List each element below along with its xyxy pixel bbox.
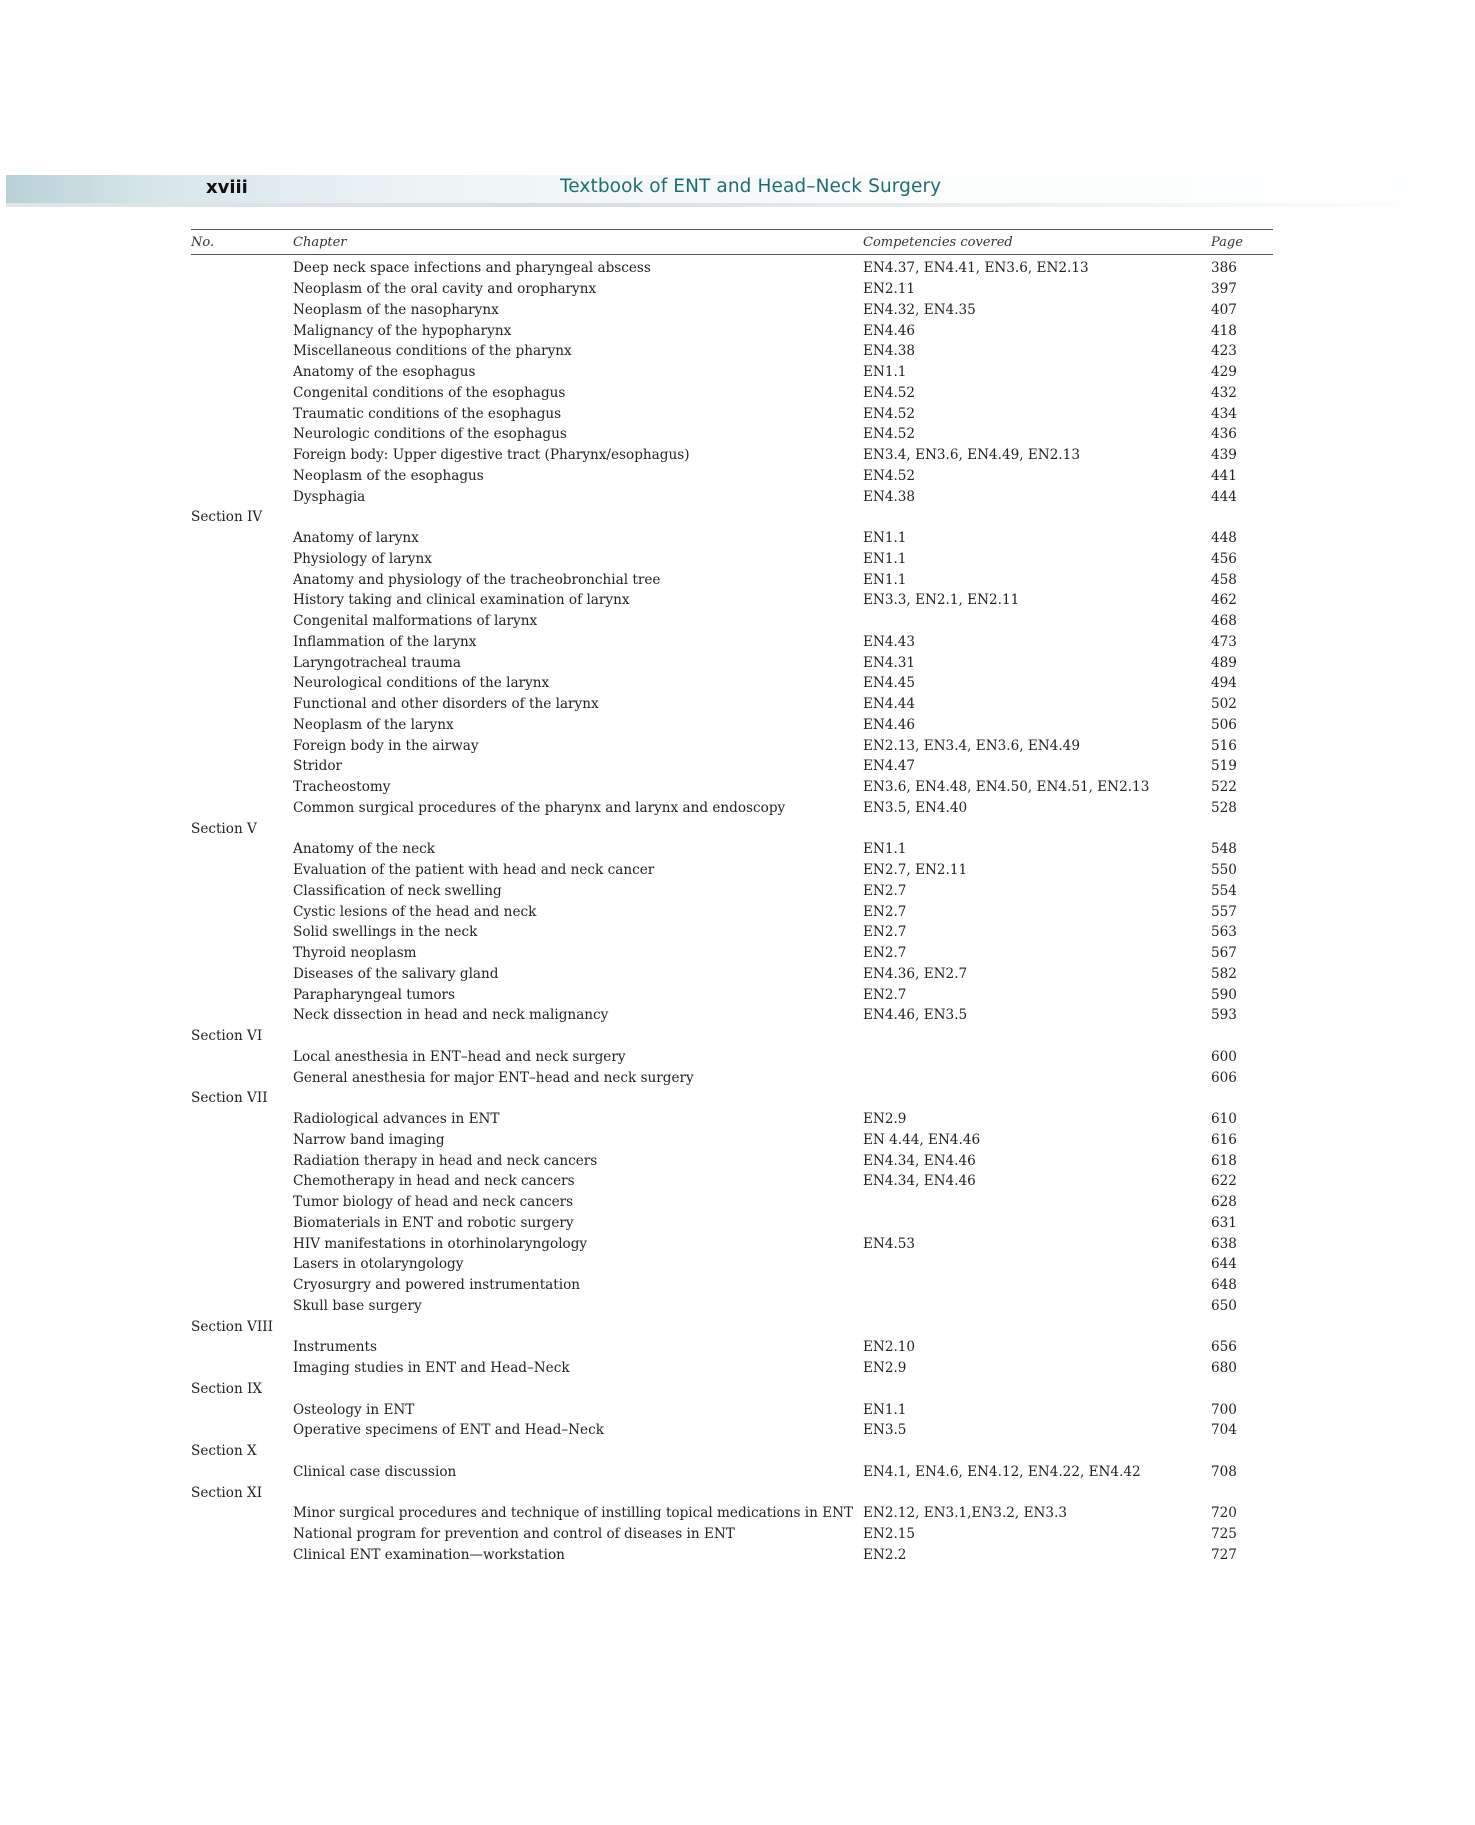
table-row — [191, 445, 1273, 466]
competencies-cell: EN4.44 — [863, 696, 916, 713]
page-number-cell: 631 — [1211, 1214, 1237, 1231]
competencies-cell: EN2.7 — [863, 945, 907, 962]
table-row — [191, 403, 1273, 424]
chapter-title: Biomaterials in ENT and robotic surgery — [293, 1214, 574, 1231]
chapter-title: Osteology in ENT — [293, 1401, 415, 1418]
table-row — [191, 964, 1273, 985]
table-row — [191, 341, 1273, 362]
table-row — [191, 1462, 1273, 1483]
page-number-cell: 557 — [1211, 903, 1237, 920]
page-number-cell: 434 — [1211, 405, 1237, 422]
chapter-title: Foreign body: Upper digestive tract (Pharynx/esophagus) — [293, 447, 690, 464]
chapter-title: Anatomy of the neck — [293, 841, 435, 858]
chapter-title: Radiological advances in ENT — [293, 1111, 500, 1128]
competencies-cell: EN4.46 — [863, 322, 916, 339]
table-row — [191, 1275, 1273, 1296]
table-row — [191, 1171, 1273, 1192]
chapter-title: Traumatic conditions of the esophagus — [293, 405, 562, 422]
page-number-cell: 554 — [1211, 882, 1237, 899]
chapter-title: Local anesthesia in ENT–head and neck surgery — [293, 1048, 626, 1065]
competencies-cell: EN2.7 — [863, 903, 907, 920]
chapter-title: Neoplasm of the larynx — [293, 716, 454, 733]
competencies-cell: EN1.1 — [863, 530, 907, 547]
competencies-cell: EN4.37, EN4.41, EN3.6, EN2.13 — [863, 260, 1089, 277]
competencies-cell: EN4.32, EN4.35 — [863, 301, 976, 318]
chapter-title: Clinical case discussion — [293, 1463, 457, 1480]
section-label: Section V — [191, 820, 257, 837]
chapter-title: Solid swellings in the neck — [293, 924, 478, 941]
chapter-title: Anatomy of the esophagus — [293, 364, 476, 381]
chapter-title: Operative specimens of ENT and Head–Neck — [293, 1422, 604, 1439]
competencies-cell: EN4.52 — [863, 426, 916, 443]
competencies-cell: EN4.36, EN2.7 — [863, 965, 968, 982]
competencies-cell: EN4.1, EN4.6, EN4.12, EN4.22, EN4.42 — [863, 1463, 1141, 1480]
competencies-cell: EN 4.44, EN4.46 — [863, 1131, 981, 1148]
table-row — [191, 300, 1273, 321]
competencies-cell: EN2.15 — [863, 1526, 916, 1543]
page-number-cell: 423 — [1211, 343, 1237, 360]
competencies-cell: EN1.1 — [863, 550, 907, 567]
table-row — [191, 1399, 1273, 1420]
table-row — [191, 777, 1273, 798]
table-body — [191, 255, 1273, 1565]
table-row — [191, 1047, 1273, 1068]
competencies-cell: EN2.10 — [863, 1339, 916, 1356]
competencies-cell: EN2.9 — [863, 1111, 907, 1128]
table-row — [191, 611, 1273, 632]
page-number-cell: 618 — [1211, 1152, 1237, 1169]
section-label: Section VI — [191, 1028, 263, 1045]
column-header-page: Page — [1211, 234, 1243, 250]
chapter-title: Anatomy and physiology of the tracheobronchial tree — [293, 571, 661, 588]
competencies-cell: EN3.4, EN3.6, EN4.49, EN2.13 — [863, 447, 1080, 464]
chapter-title: Common surgical procedures of the pharynx and larynx and endoscopy — [293, 799, 786, 816]
chapter-title: Neoplasm of the oral cavity and oropharynx — [293, 281, 597, 298]
chapter-title: Miscellaneous conditions of the pharynx — [293, 343, 572, 360]
page-number-cell: 516 — [1211, 737, 1237, 754]
table-row — [191, 1192, 1273, 1213]
chapter-title: Congenital malformations of larynx — [293, 613, 538, 630]
table-row — [191, 1005, 1273, 1026]
table-row — [191, 1337, 1273, 1358]
page-number-cell: 648 — [1211, 1277, 1237, 1294]
table-row — [191, 652, 1273, 673]
chapter-title: Minor surgical procedures and technique of instilling topical medications in ENT — [293, 1505, 854, 1522]
table-row — [191, 1067, 1273, 1088]
section-label: Section XI — [191, 1484, 263, 1501]
table-row — [191, 1503, 1273, 1524]
chapter-title: Neoplasm of the esophagus — [293, 467, 484, 484]
table-row — [191, 1296, 1273, 1317]
page-number-cell: 436 — [1211, 426, 1237, 443]
competencies-cell: EN1.1 — [863, 841, 907, 858]
table-row — [191, 1233, 1273, 1254]
chapter-title: Stridor — [293, 758, 343, 775]
header-rule — [6, 203, 1456, 207]
table-header — [191, 229, 1273, 255]
page-number-cell: 680 — [1211, 1360, 1237, 1377]
page-number-cell: 473 — [1211, 633, 1237, 650]
competencies-cell: EN4.52 — [863, 384, 916, 401]
competencies-cell: EN1.1 — [863, 364, 907, 381]
chapter-title: Evaluation of the patient with head and neck cancer — [293, 862, 655, 879]
table-row — [191, 549, 1273, 570]
page-number-cell: 638 — [1211, 1235, 1237, 1252]
page-number-cell: 548 — [1211, 841, 1237, 858]
page-number-cell: 622 — [1211, 1173, 1237, 1190]
page-number-cell: 650 — [1211, 1297, 1237, 1314]
page-number-cell: 727 — [1211, 1546, 1237, 1563]
page-number-cell: 519 — [1211, 758, 1237, 775]
chapter-title: Thyroid neoplasm — [293, 945, 417, 962]
table-row — [191, 486, 1273, 507]
table-row — [191, 839, 1273, 860]
competencies-cell: EN4.53 — [863, 1235, 916, 1252]
chapter-title: Functional and other disorders of the larynx — [293, 696, 599, 713]
table-row — [191, 1150, 1273, 1171]
competencies-cell: EN2.2 — [863, 1546, 907, 1563]
table-row — [191, 362, 1273, 383]
competencies-cell: EN4.47 — [863, 758, 916, 775]
competencies-cell: EN4.52 — [863, 405, 916, 422]
competencies-cell: EN1.1 — [863, 571, 907, 588]
table-row — [191, 1254, 1273, 1275]
section-label: Section IX — [191, 1380, 263, 1397]
page-number-cell: 456 — [1211, 550, 1237, 567]
competencies-cell: EN2.7 — [863, 882, 907, 899]
page-number-cell: 448 — [1211, 530, 1237, 547]
competencies-cell: EN4.46 — [863, 716, 916, 733]
table-row — [191, 694, 1273, 715]
table-row — [191, 881, 1273, 902]
chapter-title: General anesthesia for major ENT–head and neck surgery — [293, 1069, 694, 1086]
chapter-title: Physiology of larynx — [293, 550, 432, 567]
chapter-title: Congenital conditions of the esophagus — [293, 384, 566, 401]
page-number-cell: 407 — [1211, 301, 1237, 318]
competencies-cell: EN3.6, EN4.48, EN4.50, EN4.51, EN2.13 — [863, 779, 1150, 796]
page-number-cell: 610 — [1211, 1111, 1237, 1128]
table-row — [191, 715, 1273, 736]
table-row — [191, 756, 1273, 777]
table-row — [191, 1358, 1273, 1379]
competencies-cell: EN4.43 — [863, 633, 916, 650]
table-row — [191, 922, 1273, 943]
table-row — [191, 860, 1273, 881]
page-number-cell: 502 — [1211, 696, 1237, 713]
chapter-title: Deep neck space infections and pharyngeal abscess — [293, 260, 651, 277]
chapter-title: Tumor biology of head and neck cancers — [293, 1194, 574, 1211]
section-row — [191, 818, 1273, 839]
chapter-title: Narrow band imaging — [293, 1131, 445, 1148]
chapter-title: Cystic lesions of the head and neck — [293, 903, 537, 920]
chapter-title: Skull base surgery — [293, 1297, 422, 1314]
page-number-cell: 489 — [1211, 654, 1237, 671]
chapter-title: Laryngotracheal trauma — [293, 654, 462, 671]
page-number-cell: 439 — [1211, 447, 1237, 464]
page-number-cell: 563 — [1211, 924, 1237, 941]
competencies-cell: EN2.11 — [863, 281, 916, 298]
chapter-title: Anatomy of larynx — [293, 530, 419, 547]
page-number-cell: 606 — [1211, 1069, 1237, 1086]
page-number-cell: 708 — [1211, 1463, 1237, 1480]
section-row — [191, 1379, 1273, 1400]
table-row — [191, 1130, 1273, 1151]
competencies-cell: EN2.7 — [863, 924, 907, 941]
chapter-title: Foreign body in the airway — [293, 737, 479, 754]
section-row — [191, 507, 1273, 528]
table-row — [191, 943, 1273, 964]
page-number-cell: 616 — [1211, 1131, 1237, 1148]
table-row — [191, 466, 1273, 487]
chapter-title: Instruments — [293, 1339, 377, 1356]
table-row — [191, 1213, 1273, 1234]
page-number-cell: 522 — [1211, 779, 1237, 796]
section-row — [191, 1026, 1273, 1047]
page-number-cell: 720 — [1211, 1505, 1237, 1522]
chapter-title: Clinical ENT examination—workstation — [293, 1546, 565, 1563]
table-row — [191, 984, 1273, 1005]
chapter-title: Inflammation of the larynx — [293, 633, 477, 650]
chapter-title: Neck dissection in head and neck malignancy — [293, 1007, 609, 1024]
chapter-title: Neurologic conditions of the esophagus — [293, 426, 567, 443]
competencies-cell: EN3.3, EN2.1, EN2.11 — [863, 592, 1020, 609]
table-row — [191, 279, 1273, 300]
competencies-cell: EN2.13, EN3.4, EN3.6, EN4.49 — [863, 737, 1080, 754]
chapter-title: Imaging studies in ENT and Head–Neck — [293, 1360, 570, 1377]
table-row — [191, 569, 1273, 590]
page-number-cell: 628 — [1211, 1194, 1237, 1211]
running-title: Textbook of ENT and Head–Neck Surgery — [560, 176, 942, 197]
table-row — [191, 632, 1273, 653]
chapter-title: HIV manifestations in otorhinolaryngology — [293, 1235, 588, 1252]
competencies-cell: EN2.12, EN3.1,EN3.2, EN3.3 — [863, 1505, 1067, 1522]
table-row — [191, 320, 1273, 341]
chapter-title: Neoplasm of the nasopharynx — [293, 301, 499, 318]
table-row — [191, 1545, 1273, 1566]
table-row — [191, 1420, 1273, 1441]
page-number-cell: 644 — [1211, 1256, 1237, 1273]
page-number-cell: 418 — [1211, 322, 1237, 339]
table-row — [191, 798, 1273, 819]
chapter-title: Cryosurgry and powered instrumentation — [293, 1277, 581, 1294]
section-row — [191, 1088, 1273, 1109]
table-row — [191, 1109, 1273, 1130]
table-row — [191, 901, 1273, 922]
page-number-cell: 441 — [1211, 467, 1237, 484]
competencies-cell: EN2.9 — [863, 1360, 907, 1377]
competencies-cell: EN4.34, EN4.46 — [863, 1173, 976, 1190]
chapter-title: Parapharyngeal tumors — [293, 986, 456, 1003]
table-row — [191, 528, 1273, 549]
page-number-cell: 432 — [1211, 384, 1237, 401]
chapter-title: Neurological conditions of the larynx — [293, 675, 550, 692]
table-row — [191, 673, 1273, 694]
page-number-cell: 593 — [1211, 1007, 1237, 1024]
table-row — [191, 590, 1273, 611]
competencies-cell: EN4.52 — [863, 467, 916, 484]
page-number-cell: 725 — [1211, 1526, 1237, 1543]
competencies-cell: EN2.7, EN2.11 — [863, 862, 968, 879]
page-number-cell: 468 — [1211, 613, 1237, 630]
page-number-cell: 397 — [1211, 281, 1237, 298]
section-label: Section IV — [191, 509, 263, 526]
chapter-title: Classification of neck swelling — [293, 882, 502, 899]
table-row — [191, 383, 1273, 404]
page-number-cell: 386 — [1211, 260, 1237, 277]
page-number-cell: 582 — [1211, 965, 1237, 982]
section-row — [191, 1316, 1273, 1337]
section-label: Section X — [191, 1443, 257, 1460]
table-row — [191, 1524, 1273, 1545]
page-number-cell: 600 — [1211, 1048, 1237, 1065]
section-row — [191, 1482, 1273, 1503]
page-number-cell: 506 — [1211, 716, 1237, 733]
column-header-no: No. — [191, 234, 215, 250]
page-number-cell: 567 — [1211, 945, 1237, 962]
page-number-cell: 704 — [1211, 1422, 1237, 1439]
table-row — [191, 735, 1273, 756]
chapter-title: Malignancy of the hypopharynx — [293, 322, 512, 339]
contents-table — [191, 229, 1273, 1565]
page-number-cell: 494 — [1211, 675, 1237, 692]
chapter-title: Dysphagia — [293, 488, 366, 505]
page-number-cell: 429 — [1211, 364, 1237, 381]
page-number-cell: 550 — [1211, 862, 1237, 879]
chapter-title: National program for prevention and control of diseases in ENT — [293, 1526, 735, 1543]
page-number: xviii — [206, 177, 248, 198]
chapter-title: Diseases of the salivary gland — [293, 965, 499, 982]
chapter-title: Tracheostomy — [293, 779, 391, 796]
chapter-title: Chemotherapy in head and neck cancers — [293, 1173, 575, 1190]
page-number-cell: 462 — [1211, 592, 1237, 609]
page-number-cell: 700 — [1211, 1401, 1237, 1418]
page-number-cell: 444 — [1211, 488, 1237, 505]
competencies-cell: EN4.46, EN3.5 — [863, 1007, 968, 1024]
chapter-title: Radiation therapy in head and neck cancers — [293, 1152, 598, 1169]
competencies-cell: EN4.31 — [863, 654, 916, 671]
page-number-cell: 656 — [1211, 1339, 1237, 1356]
competencies-cell: EN4.38 — [863, 343, 916, 360]
section-label: Section VII — [191, 1090, 268, 1107]
competencies-cell: EN4.34, EN4.46 — [863, 1152, 976, 1169]
section-label: Section VIII — [191, 1318, 273, 1335]
chapter-title: History taking and clinical examination of larynx — [293, 592, 630, 609]
competencies-cell: EN1.1 — [863, 1401, 907, 1418]
competencies-cell: EN2.7 — [863, 986, 907, 1003]
table-row — [191, 424, 1273, 445]
competencies-cell: EN4.45 — [863, 675, 916, 692]
competencies-cell: EN4.38 — [863, 488, 916, 505]
page-number-cell: 458 — [1211, 571, 1237, 588]
chapter-title: Lasers in otolaryngology — [293, 1256, 464, 1273]
page-number-cell: 528 — [1211, 799, 1237, 816]
page-number-cell: 590 — [1211, 986, 1237, 1003]
column-header-competencies: Competencies covered — [863, 234, 1013, 250]
section-row — [191, 1441, 1273, 1462]
competencies-cell: EN3.5 — [863, 1422, 907, 1439]
column-header-chapter: Chapter — [293, 234, 347, 250]
competencies-cell: EN3.5, EN4.40 — [863, 799, 968, 816]
table-row — [191, 258, 1273, 279]
